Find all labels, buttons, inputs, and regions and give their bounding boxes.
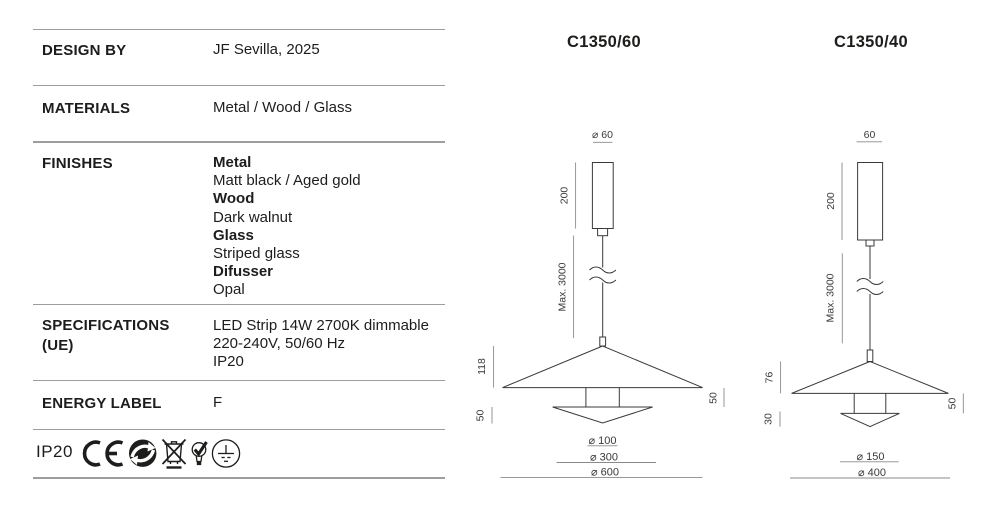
specifications-label-line1: SPECIFICATIONS: [42, 317, 170, 334]
cable-break-mark: [590, 277, 616, 283]
table-rule: [33, 29, 445, 31]
cable-length-label: Max. 3000: [556, 262, 569, 312]
diffuser-diameter-label: ⌀ 300: [589, 451, 619, 464]
shade-cone: [792, 362, 949, 394]
spec-line: IP20: [213, 353, 244, 371]
canopy-diameter-label: ⌀ 60: [592, 129, 613, 141]
finish-value: Opal: [213, 281, 245, 299]
shade-height-label: 118: [476, 358, 488, 375]
cable-break-mark: [857, 289, 883, 295]
design-by-value: JF Sevilla, 2025: [213, 41, 320, 58]
finish-name: Difusser: [213, 263, 274, 281]
canopy-height-label: 200: [825, 192, 837, 210]
ip-rating-text: IP20: [36, 442, 73, 461]
stem-height-label: 50: [707, 392, 720, 404]
diffuser-height-label: 30: [762, 413, 775, 425]
weee-crossed-out-bin-icon: [163, 440, 186, 468]
finish-name: Metal: [213, 154, 252, 171]
specifications-label: [42, 316, 170, 355]
canopy-connector: [866, 240, 874, 246]
materials-label: MATERIALS: [42, 100, 131, 117]
canopy-diameter-label: 60: [863, 129, 876, 141]
diffuser-diameter-label: ⌀ 150: [856, 451, 885, 463]
shade-height-label: 76: [763, 371, 776, 384]
finishes-label: FINISHES: [42, 155, 113, 172]
energy-label-value: F: [213, 393, 223, 411]
bulb-check-icon: [192, 442, 206, 465]
model-title: C1350/40: [834, 33, 908, 51]
canopy: [858, 163, 883, 241]
table-rule: [33, 477, 445, 479]
canopy-connector: [598, 229, 608, 236]
specifications-lines: [213, 317, 429, 372]
canopy-height-label: 200: [558, 186, 571, 205]
green-dot-recycle-icon: [129, 440, 156, 467]
table-rule: [33, 429, 445, 431]
finish-name: Wood: [213, 190, 255, 208]
diagram-c1350-40: [763, 33, 964, 479]
finishes-list: [213, 154, 361, 300]
ce-mark-icon: [85, 442, 123, 465]
diffuser-cone: [553, 407, 653, 423]
stem-height-label: 50: [946, 397, 959, 410]
spec-line: 220-240V, 50/60 Hz: [213, 335, 346, 353]
table-rule: [33, 304, 445, 306]
diffuser-height-label: 50: [474, 409, 487, 422]
table-rule: [33, 141, 445, 143]
materials-value: Metal / Wood / Glass: [213, 99, 352, 116]
specifications-label-line2: (UE): [42, 336, 74, 354]
cable-break-mark: [590, 267, 616, 273]
diffuser-cone: [841, 413, 900, 426]
diagram-c1350-60: [475, 33, 725, 479]
finish-name: Glass: [213, 226, 254, 244]
energy-label-label: ENERGY LABEL: [42, 394, 162, 412]
finish-value: Dark walnut: [213, 208, 293, 226]
finish-value: Matt black / Aged gold: [213, 172, 361, 190]
table-rule: [33, 85, 445, 87]
design-by-label: DESIGN BY: [42, 42, 127, 59]
finish-value: Striped glass: [213, 245, 300, 263]
canopy: [592, 163, 613, 229]
cable-break-mark: [857, 279, 883, 285]
shade-cone: [503, 346, 703, 388]
earth-ground-icon: [212, 440, 239, 467]
cable-length-label: Max. 3000: [824, 273, 837, 323]
shade-diameter-label: ⌀ 600: [590, 466, 620, 479]
shade-diameter-label: ⌀ 400: [857, 467, 887, 479]
technical-drawings: [460, 0, 1000, 518]
model-title: C1350/60: [567, 33, 641, 51]
cord-grip: [867, 350, 873, 362]
table-rule: [33, 380, 445, 382]
inner-diameter-label: ⌀ 100: [588, 435, 617, 447]
spec-line: LED Strip 14W 2700K dimmable: [213, 317, 429, 334]
certification-icons: [80, 438, 242, 469]
cord-grip: [600, 337, 606, 346]
